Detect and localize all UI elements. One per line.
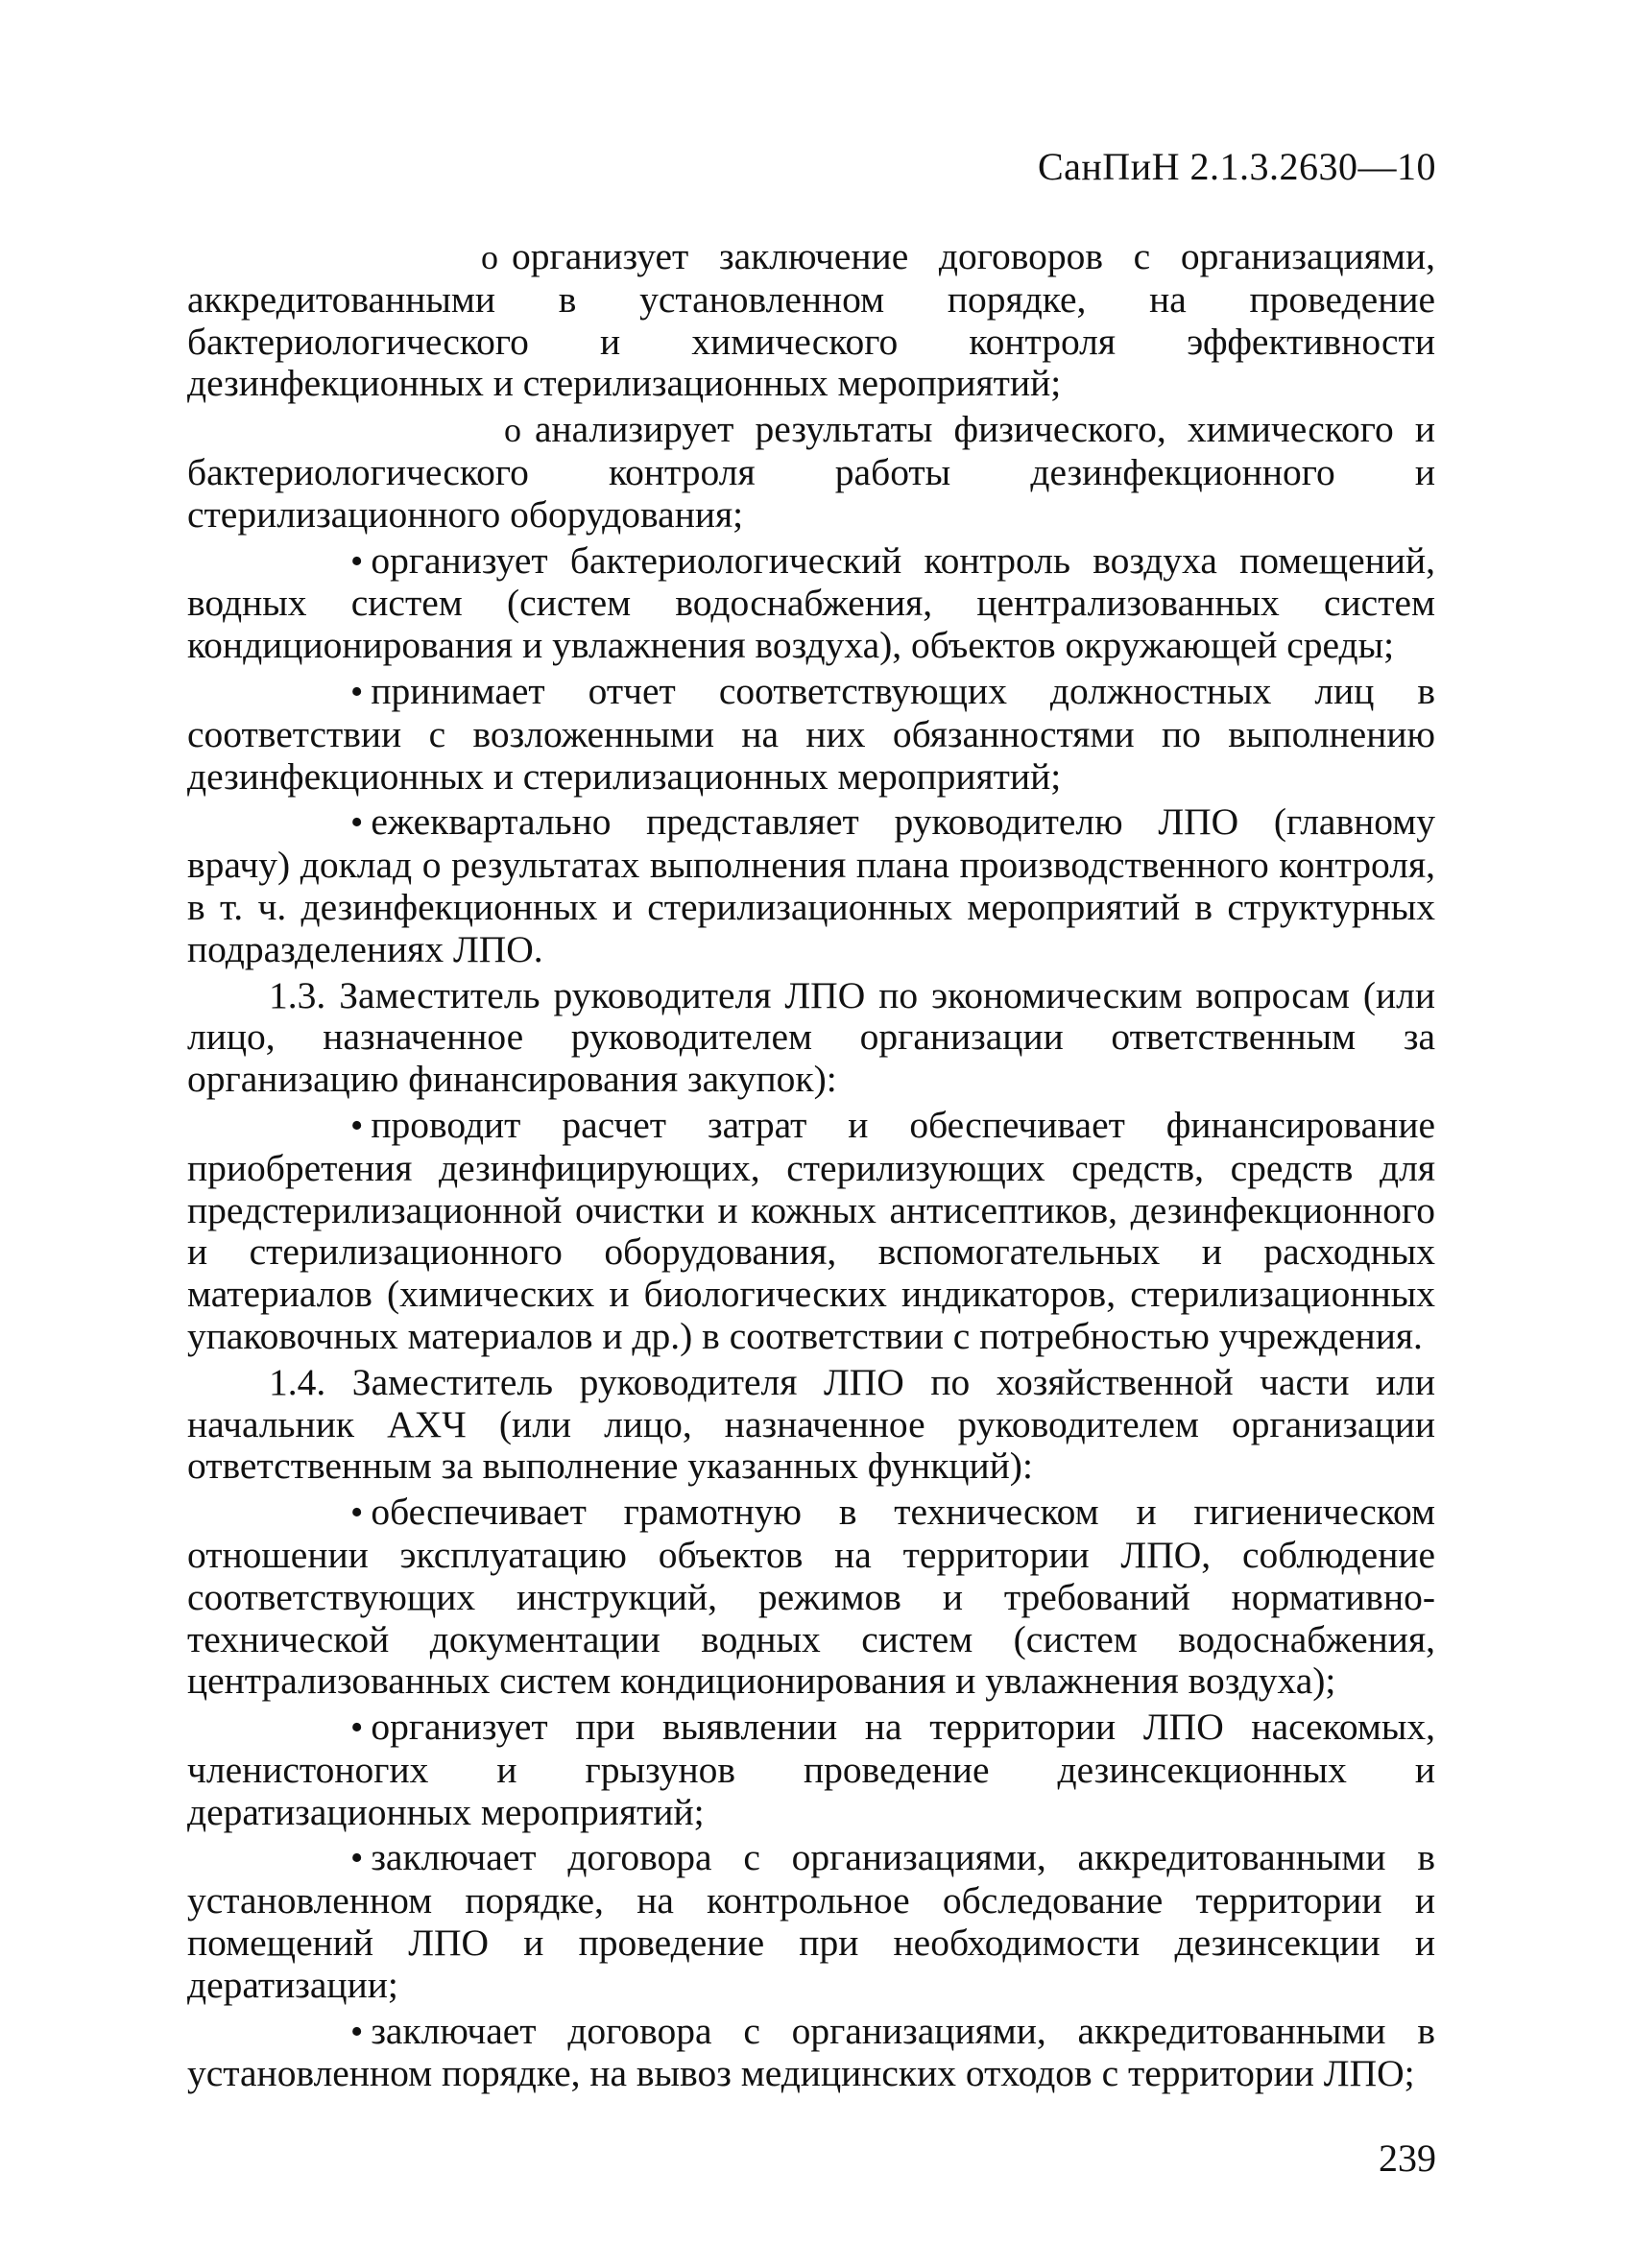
bullet-icon: • [350, 1492, 364, 1534]
paragraph-text: 1.3. Заместитель руководителя ЛПО по экономическим вопросам (или лицо, назначенное руководителем организации ответственным за организацию финансирования закупок): [187, 973, 1435, 1101]
paragraph-text: организует бактериологический контроль воздуха помещений, водных систем (систем водоснабжения, централизованных систем кондиционирования и увлажнения воздуха), объектов окружающей среды; [187, 538, 1435, 667]
circle-bullet-icon: o [481, 238, 498, 276]
list-item-bullet [187, 801, 1435, 970]
paragraph-text: обеспечивает грамотную в техническом и гигиеническом отношении эксплуатацию объектов на территории ЛПО, соблюдение соответствующих инструкций, режимов и требований нормативно-технической документации водных систем (систем водоснабжения, централизованных систем кондиционирования и увлажнения воздуха); [187, 1491, 1435, 1703]
list-item-circle [187, 236, 1435, 405]
list-item-bullet [187, 2011, 1435, 2096]
running-header: СанПиН 2.1.3.2630—10 [1037, 145, 1436, 188]
document-body [187, 236, 1435, 2099]
list-item-bullet [187, 540, 1435, 667]
list-item-bullet [187, 1105, 1435, 1358]
bullet-icon: • [350, 671, 364, 712]
paragraph-text: организует заключение договоров с организациями, аккредитованными в установленном порядке, на проведение бактериологического и химического контроля эффективности дезинфекционных и стерилизационных мероприятий; [187, 235, 1435, 405]
bullet-icon: • [350, 1105, 364, 1146]
page-number: 239 [1379, 2137, 1436, 2180]
circle-bullet-icon: o [504, 411, 521, 450]
bullet-icon: • [350, 1707, 364, 1749]
list-item-bullet [187, 1837, 1435, 2006]
list-item-bullet [187, 1492, 1435, 1703]
bullet-icon: • [350, 2011, 364, 2052]
paragraph-text: ежеквартально представляет руководителю ЛПО (главному врачу) доклад о результатах выполнения плана производственного контроля, в т. ч. дезинфекционных и стерилизационных мероприятий в структурных подразделениях ЛПО. [187, 800, 1435, 970]
numbered-clause [187, 975, 1435, 1101]
paragraph-text: организует при выявлении на территории ЛПО насекомых, членистоногих и грызунов проведение дезинсекционных и дератизационных мероприятий; [187, 1706, 1435, 1833]
bullet-icon: • [350, 1838, 364, 1879]
numbered-clause [187, 1362, 1435, 1488]
paragraph-text: проводит расчет затрат и обеспечивает финансирование приобретения дезинфицирующих, стерилизующих средств, средств для предстерилизационной очистки и кожных антисептиков, дезинфекционного и стерилизационного оборудования, вспомогательных и расходных материалов (химических и биологических индикаторов, стерилизационных упаковочных материалов и др.) в соответствии с потребностью учреждения. [187, 1103, 1435, 1357]
list-item-bullet [187, 1707, 1435, 1833]
paragraph-text: 1.4. Заместитель руководителя ЛПО по хозяйственной части или начальник АХЧ (или лицо, назначенное руководителем организации ответственным за выполнение указанных функций): [187, 1360, 1435, 1488]
bullet-icon: • [350, 540, 364, 582]
list-item-bullet [187, 671, 1435, 798]
paragraph-text: заключает договора с организациями, аккредитованными в установленном порядке, на контрольное обследование территории и помещений ЛПО и проведение при необходимости дезинсекции и дератизации; [187, 1836, 1435, 2006]
list-item-circle [187, 409, 1435, 536]
paragraph-text: анализирует результаты физического, химического и бактериологического контроля работы дезинфекционного и стерилизационного оборудования; [187, 408, 1435, 536]
paragraph-text: принимает отчет соответствующих должностных лиц в соответствии с возложенными на них обязанностями по выполнению дезинфекционных и стерилизационных мероприятий; [187, 669, 1435, 798]
paragraph-text: заключает договора с организациями, аккредитованными в установленном порядке, на вывоз медицинских отходов с территории ЛПО; [187, 2009, 1435, 2095]
bullet-icon: • [350, 802, 364, 844]
